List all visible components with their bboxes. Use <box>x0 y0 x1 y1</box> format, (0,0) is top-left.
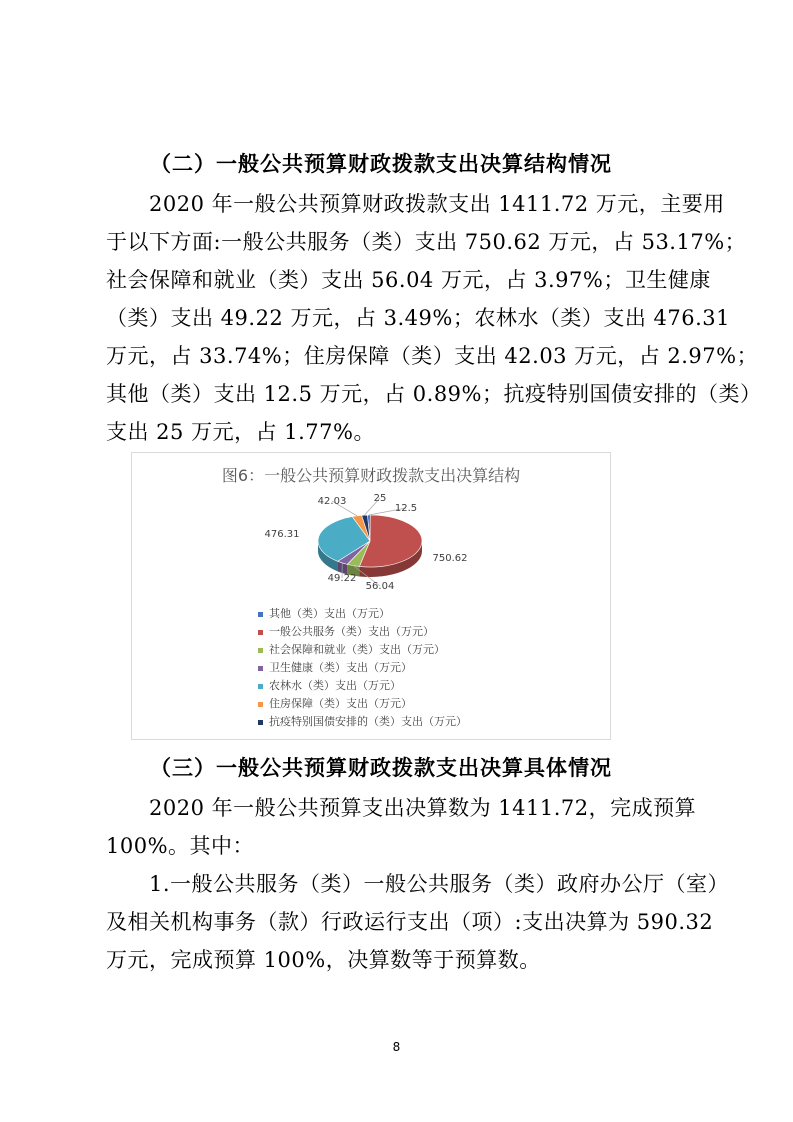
legend-label: 其他（类）支出（万元） <box>269 607 390 620</box>
legend-item <box>258 659 467 677</box>
pie-chart <box>131 452 611 740</box>
paragraph-line: 2020 年一般公共预算财政拨款支出 1411.72 万元，主要用 <box>149 192 725 216</box>
legend-swatch <box>258 630 263 635</box>
legend-label: 农林水（类）支出（万元） <box>269 679 401 692</box>
data-label: 750.62 <box>432 553 468 564</box>
paragraph-line: 及相关机构事务（款）行政运行支出（项）:支出决算为 590.32 <box>106 910 714 934</box>
legend-label: 住房保障（类）支出（万元） <box>269 697 412 710</box>
legend-swatch <box>258 666 263 671</box>
chart-legend <box>258 605 467 731</box>
legend-swatch <box>258 702 263 707</box>
legend-item <box>258 623 467 641</box>
paragraph-line: 万元，完成预算 100%，决算数等于预算数。 <box>106 948 541 972</box>
chart-title: 图6：一般公共预算财政拨款支出决算结构 <box>221 466 521 485</box>
pie-chart-svg <box>132 453 610 603</box>
page-number: 8 <box>392 1040 401 1054</box>
data-label: 25 <box>373 493 387 504</box>
data-label: 56.04 <box>365 581 395 592</box>
paragraph-line: 社会保障和就业（类）支出 56.04 万元，占 3.97%；卫生健康 <box>106 268 711 292</box>
legend-swatch <box>258 720 263 725</box>
legend-label: 抗疫特别国债安排的（类）支出（万元） <box>269 715 467 728</box>
paragraph-line: 2020 年一般公共预算支出决算数为 1411.72，完成预算 <box>149 796 697 820</box>
paragraph-line: 支出 25 万元，占 1.77%。 <box>106 420 375 444</box>
data-label: 12.5 <box>394 503 418 514</box>
legend-swatch <box>258 684 263 689</box>
legend-item <box>258 677 467 695</box>
section-3-heading: （三）一般公共预算财政拨款支出决算具体情况 <box>150 756 612 780</box>
data-label: 49.22 <box>327 573 357 584</box>
paragraph-line: （类）支出 49.22 万元，占 3.49%；农林水（类）支出 476.31 <box>106 306 731 330</box>
section-2-heading: （二）一般公共预算财政拨款支出决算结构情况 <box>150 152 612 176</box>
legend-item <box>258 641 467 659</box>
legend-swatch <box>258 612 263 617</box>
paragraph-line: 其他（类）支出 12.5 万元，占 0.89%；抗疫特别国债安排的（类） <box>106 382 762 406</box>
legend-label: 卫生健康（类）支出（万元） <box>269 661 412 674</box>
paragraph-line: 万元，占 33.74%；住房保障（类）支出 42.03 万元，占 2.97%； <box>106 344 759 368</box>
paragraph-line: 于以下方面:一般公共服务（类）支出 750.62 万元，占 53.17%； <box>106 230 747 254</box>
legend-item <box>258 695 467 713</box>
legend-label: 社会保障和就业（类）支出（万元） <box>269 643 445 656</box>
data-label: 476.31 <box>264 529 300 540</box>
paragraph-line: 1.一般公共服务（类）一般公共服务（类）政府办公厅（室） <box>149 872 730 896</box>
legend-swatch <box>258 648 263 653</box>
legend-item <box>258 605 467 623</box>
paragraph-line: 100%。其中： <box>106 834 255 858</box>
legend-label: 一般公共服务（类）支出（万元） <box>269 625 434 638</box>
data-label: 42.03 <box>317 496 347 507</box>
legend-item <box>258 713 467 731</box>
